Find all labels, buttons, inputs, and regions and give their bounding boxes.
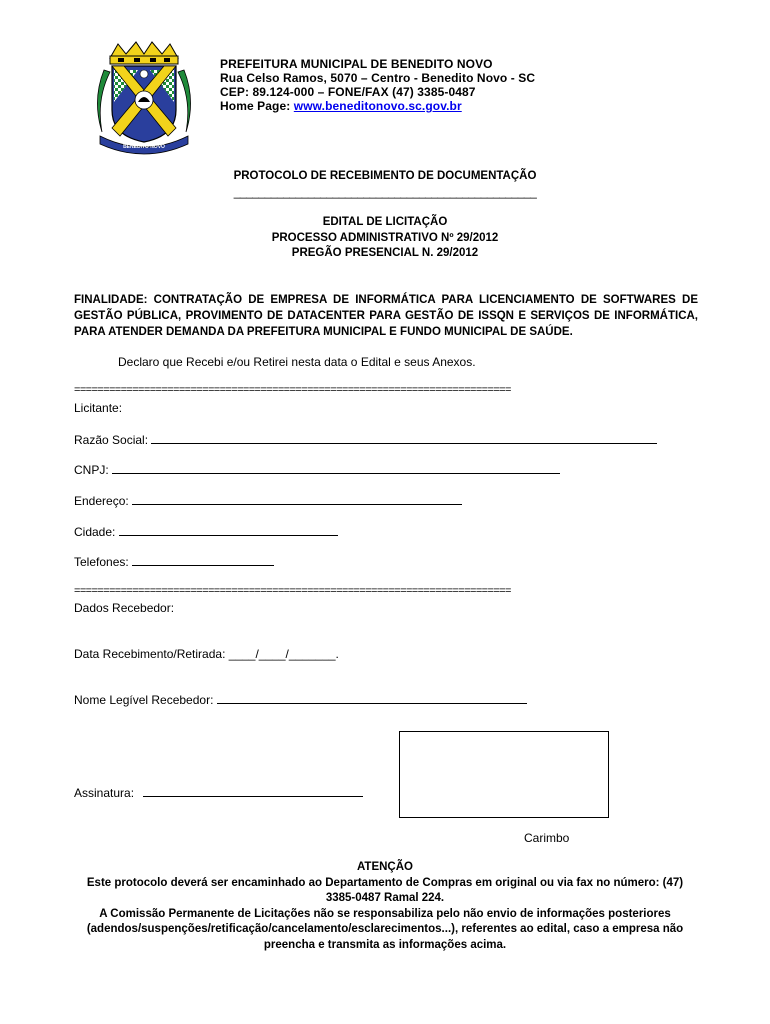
municipal-crest-logo: [88, 40, 200, 155]
carimbo-stamp-box[interactable]: [399, 731, 609, 818]
title-underline: _________________________________________________: [233, 185, 537, 199]
org-homepage: [220, 99, 462, 113]
data-recebimento-field[interactable]: ____/____/_______.: [228, 647, 339, 661]
nome-recebedor-row: [74, 692, 527, 707]
homepage-label: Home Page:: [220, 99, 294, 113]
edital-line-1: EDITAL DE LICITAÇÃO: [322, 216, 448, 228]
telefones-field[interactable]: [132, 554, 274, 566]
cnpj-field[interactable]: [112, 462, 560, 474]
atencao-line-2: 3385-0487 Ramal 224.: [325, 892, 445, 904]
nome-recebedor-field[interactable]: [217, 692, 527, 704]
cnpj-row: [74, 462, 560, 477]
cidade-field[interactable]: [119, 524, 338, 536]
licitante-heading: Licitante:: [74, 401, 123, 415]
razao-social-label: Razão Social:: [74, 433, 149, 447]
cidade-label: Cidade:: [74, 525, 116, 539]
telefones-row: [74, 554, 274, 569]
assinatura-field[interactable]: [143, 785, 363, 797]
atencao-line-3: A Comissão Permanente de Licitações não se responsabiliza pelo não envio de informações posteriores: [99, 908, 671, 920]
atencao-line-5: preencha e transmita as informações acima.: [263, 939, 507, 951]
atencao-line-4: (adendos/suspenções/retificação/cancelamento/esclarecimentos...), referentes ao edital, caso a empresa não: [86, 923, 684, 935]
org-cep-phone: CEP: 89.124-000 – FONE/FAX (47) 3385-0487: [220, 85, 476, 99]
homepage-link[interactable]: www.beneditonovo.sc.gov.br: [293, 99, 462, 113]
razao-social-row: [74, 432, 657, 447]
declaration-text: Declaro que Recebi e/ou Retirei nesta data o Edital e seus Anexos.: [118, 355, 476, 369]
atencao-title: ATENÇÃO: [356, 861, 413, 873]
separator-line: ===========================================================================: [74, 585, 511, 597]
endereco-label: Endereço:: [74, 494, 129, 508]
svg-text:BENEDITO NOVO: BENEDITO NOVO: [123, 144, 165, 150]
edital-line-2: PROCESSO ADMINISTRATIVO Nº 29/2012: [271, 232, 499, 244]
atencao-line-1: Este protocolo deverá ser encaminhado ao Departamento de Compras em original ou via fax no número: (47): [86, 877, 684, 889]
org-address: Rua Celso Ramos, 5070 – Centro - Benedito Novo - SC: [220, 71, 536, 85]
telefones-label: Telefones:: [74, 555, 129, 569]
endereco-row: [74, 493, 462, 508]
data-recebimento-label: Data Recebimento/Retirada:: [74, 647, 226, 661]
assinatura-row: [74, 785, 363, 800]
data-recebimento-row: [74, 647, 339, 661]
purpose-paragraph: FINALIDADE: CONTRATAÇÃO DE EMPRESA DE INFORMÁTICA PARA LICENCIAMENTO DE SOFTWARES DE GESTÃO PÚBLICA, PROVIMENTO DE DATACENTER PARA GESTÃO DE ISSQN E SERVIÇOS DE INFORMÁTICA, PARA ATENDER DEMANDA DA PREFEITURA MUNICIPAL E FUNDO MUNICIPAL DE SAÚDE.: [74, 294, 698, 338]
recebedor-heading: Dados Recebedor:: [74, 601, 175, 615]
assinatura-label: Assinatura:: [74, 786, 135, 800]
org-name: PREFEITURA MUNICIPAL DE BENEDITO NOVO: [220, 57, 493, 71]
endereco-field[interactable]: [132, 493, 462, 505]
cidade-row: [74, 524, 338, 539]
razao-social-field[interactable]: [151, 432, 657, 444]
nome-recebedor-label: Nome Legível Recebedor:: [74, 693, 214, 707]
document-title: PROTOCOLO DE RECEBIMENTO DE DOCUMENTAÇÃO: [233, 170, 537, 182]
separator-line: ===========================================================================: [74, 384, 511, 396]
cnpj-label: CNPJ:: [74, 463, 109, 477]
edital-line-3: PREGÃO PRESENCIAL N. 29/2012: [291, 247, 479, 259]
carimbo-label: Carimbo: [524, 831, 570, 845]
